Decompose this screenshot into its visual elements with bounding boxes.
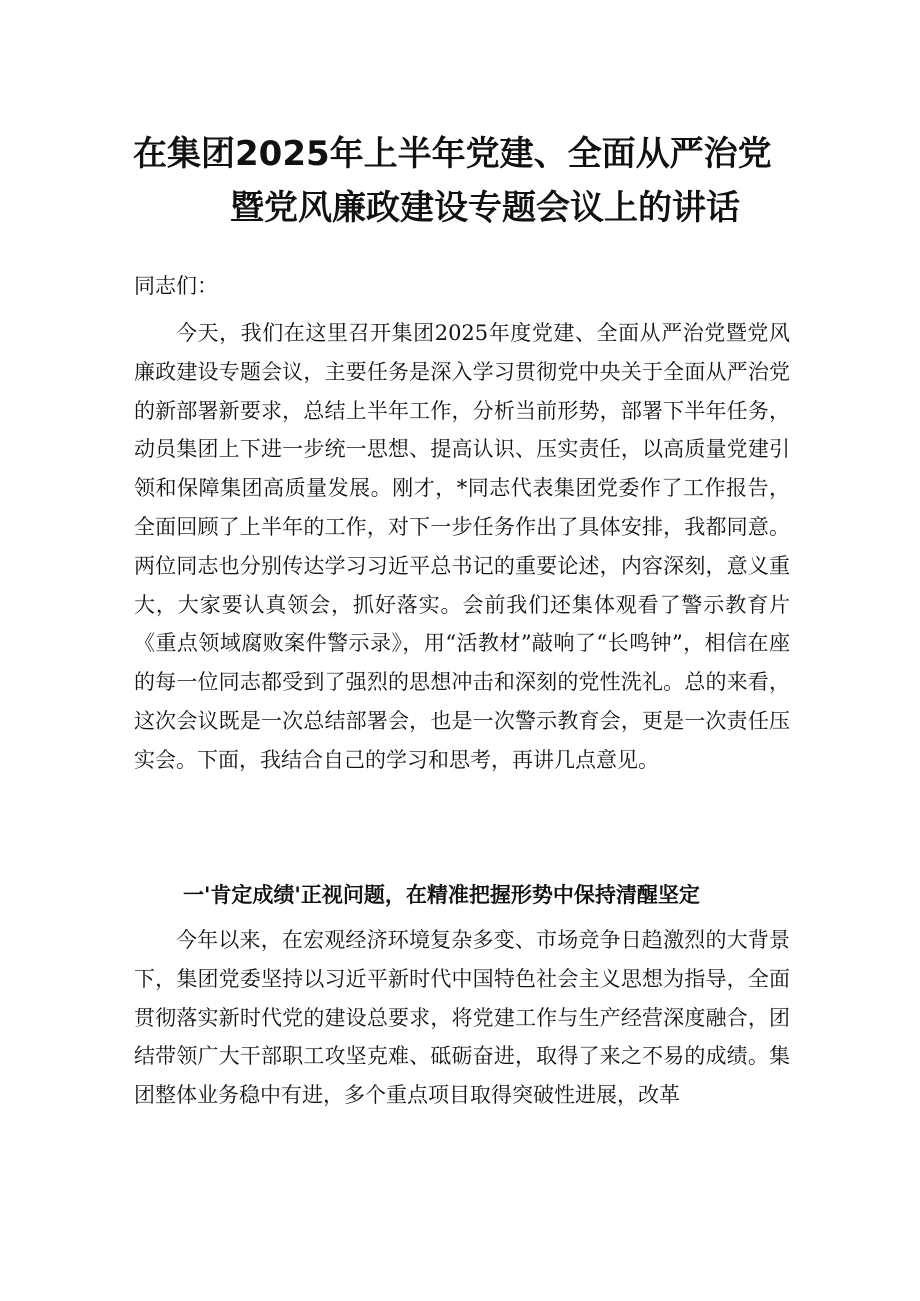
salutation: 同志们： xyxy=(134,274,218,298)
document-title-line-1: 在集团2025年上半年党建、全面从严治党 xyxy=(133,134,772,174)
section-heading-1: 一'肯定成绩'正视问题，在精准把握形势中保持清醒坚定 xyxy=(183,883,700,907)
body-paragraph-2: 今年以来，在宏观经济环境复杂多变、市场竞争日趋激烈的大背景下，集团党委坚持以习近平新时代中国特色社会主义思想为指导，全面贯彻落实新时代党的建设总要求，将党建工作与生产经营深度融合，团结带领广大干部职工攻坚克难、砥砺奋进，取得了来之不易的成绩。集团整体业务稳中有进，多个重点项目取得突破性进展，改革 xyxy=(134,928,790,1108)
body-paragraph-1: 今天，我们在这里召开集团2025年度党建、全面从严治党暨党风廉政建设专题会议，主要任务是深入学习贯彻党中央关于全面从严治党的新部署新要求，总结上半年工作，分析当前形势，部署下半年任务，动员集团上下进一步统一思想、提高认识、压实责任，以高质量党建引领和保障集团高质量发展。刚才，*同志代表集团党委作了工作报告，全面回顾了上半年的工作，对下一步任务作出了具体安排，我都同意。两位同志也分别传达学习习近平总书记的重要论述，内容深刻，意义重大，大家要认真领会，抓好落实。会前我们还集体观看了警示教育片《重点领域腐败案件警示录》，用“活教材”敲响了“长鸣钟”，相信在座的每一位同志都受到了强烈的思想冲击和深刻的党性洗礼。总的来看，这次会议既是一次总结部署会，也是一次警示教育会，更是一次责任压实会。下面，我结合自己的学习和思考，再讲几点意见。 xyxy=(134,321,790,772)
document-title-line-2: 暨党风廉政建设专题会议上的讲话 xyxy=(230,188,740,228)
